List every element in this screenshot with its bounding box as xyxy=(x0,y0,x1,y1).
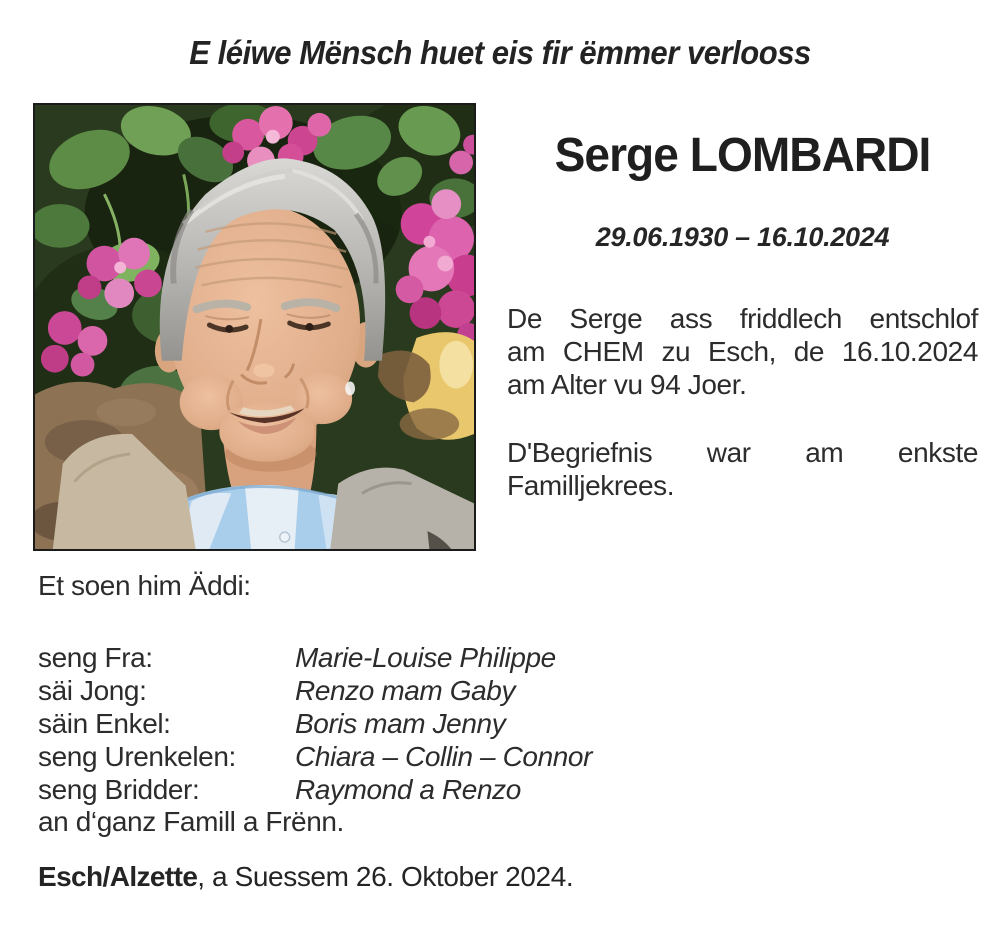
paragraph-line: am CHEM zu Esch, de 16.10.2024 xyxy=(507,336,978,367)
relation-value: Boris mam Jenny xyxy=(295,708,506,739)
portrait-photo-frame xyxy=(33,103,476,551)
place-name: Esch/Alzette xyxy=(38,861,198,892)
relation-row xyxy=(38,674,698,707)
relation-label: säin Enkel: xyxy=(38,708,171,739)
footer-dateline xyxy=(38,861,573,893)
relations-list xyxy=(38,641,698,806)
dateline-rest: , a Suessem 26. Oktober 2024. xyxy=(197,861,574,892)
relation-label: seng Bridder: xyxy=(38,774,200,805)
relation-value: Raymond a Renzo xyxy=(295,774,521,805)
relation-label: seng Urenkelen: xyxy=(38,741,236,772)
relation-row xyxy=(38,773,698,806)
paragraph-line: D'Begriefnis war am enkste xyxy=(507,437,978,468)
relation-row xyxy=(38,641,698,674)
farewell-intro: Et soen him Äddi: xyxy=(38,570,251,601)
deceased-name: Serge LOMBARDI xyxy=(554,129,931,182)
relation-value: Marie-Louise Philippe xyxy=(295,642,556,673)
relation-value: Renzo mam Gaby xyxy=(295,675,516,706)
paragraph-line: Familljekrees. xyxy=(507,470,675,501)
relation-value: Chiara – Collin – Connor xyxy=(295,741,593,772)
obituary-paragraph-1 xyxy=(507,302,978,401)
closing-line: an d‘ganz Famill a Frënn. xyxy=(38,806,344,837)
portrait-photo xyxy=(35,105,474,549)
paragraph-line: am Alter vu 94 Joer. xyxy=(507,369,747,400)
relation-label: seng Fra: xyxy=(38,642,153,673)
relation-label: säi Jong: xyxy=(38,675,147,706)
relation-row xyxy=(38,707,698,740)
relation-row xyxy=(38,740,698,773)
obituary-paragraph-2 xyxy=(507,436,978,502)
opening-line: E léiwe Mënsch huet eis fir ëmmer verlooss xyxy=(189,34,811,71)
paragraph-line: De Serge ass friddlech entschlof xyxy=(507,303,978,334)
life-dates: 29.06.1930 – 16.10.2024 xyxy=(595,222,890,252)
